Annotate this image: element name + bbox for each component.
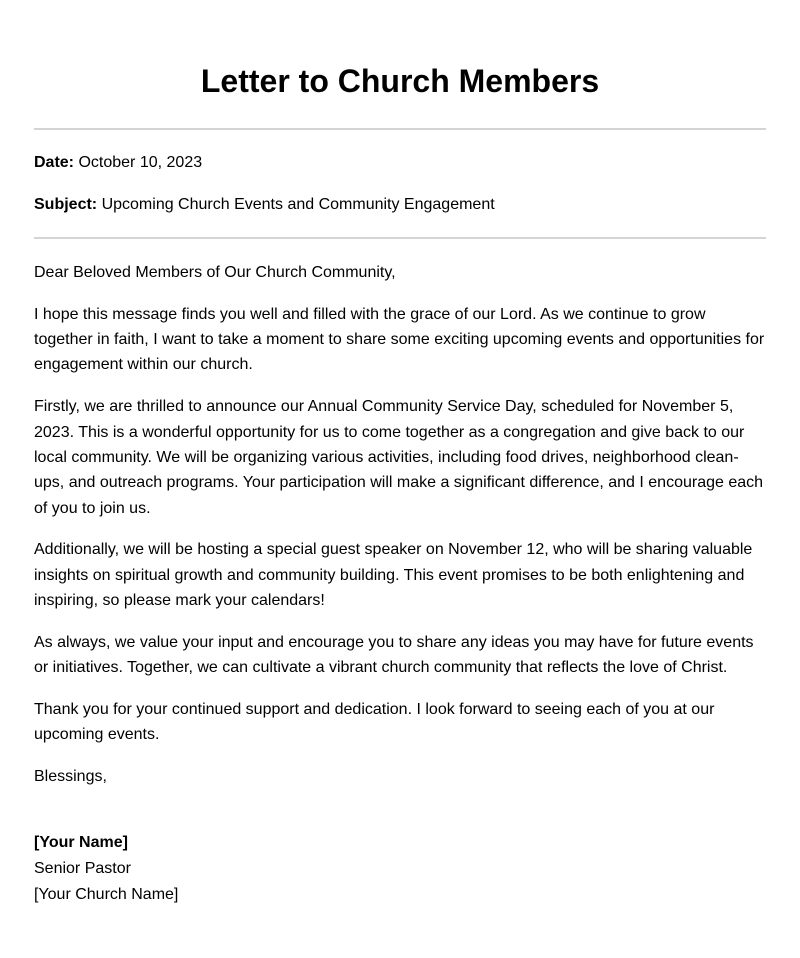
date-line	[34, 153, 766, 173]
paragraph-intro: I hope this message finds you well and filled with the grace of our Lord. As we continue to grow together in faith, I want to take a moment to share some exciting upcoming events and opportunities for engagement within our church.	[34, 305, 765, 374]
signature-name: [Your Name]	[34, 834, 128, 851]
date-value: October 10, 2023	[78, 154, 203, 171]
subject-line	[34, 195, 766, 215]
signature-role: Senior Pastor	[34, 860, 131, 877]
date-label: Date:	[34, 154, 75, 171]
subject-label: Subject:	[34, 196, 98, 213]
letter-body	[34, 260, 766, 806]
header-divider	[34, 237, 766, 239]
closing: Blessings,	[34, 768, 107, 786]
page-title: Letter to Church Members	[200, 63, 600, 99]
subject-value: Upcoming Church Events and Community Engagement	[101, 196, 495, 213]
signature-church: [Your Church Name]	[34, 886, 179, 903]
greeting: Dear Beloved Members of Our Church Community,	[34, 264, 396, 281]
paragraph-thanks: Thank you for your continued support and dedication. I look forward to seeing each of you at our upcoming events.	[34, 701, 715, 744]
paragraph-input: As always, we value your input and encourage you to share any ideas you may have for future events or initiatives. Together, we can cultivate a vibrant church community that reflects the love of Christ.	[34, 633, 754, 677]
top-divider	[34, 128, 766, 130]
signature-block	[34, 830, 766, 908]
paragraph-service-day: Firstly, we are thrilled to announce our Annual Community Service Day, scheduled for November 5, 2023. This is a wonderful opportunity for us to come together as a congregation and give back to our local community. We will be organizing various activities, including food drives, neighborhood clean-ups, and outreach programs. Your participation will make a significant difference, and I encourage each of you to join us.	[34, 398, 764, 517]
paragraph-guest-speaker: Additionally, we will be hosting a special guest speaker on November 12, who will be sharing valuable insights on spiritual growth and community building. This event promises to be both enlightening and inspiring, so please mark your calendars!	[34, 541, 753, 610]
